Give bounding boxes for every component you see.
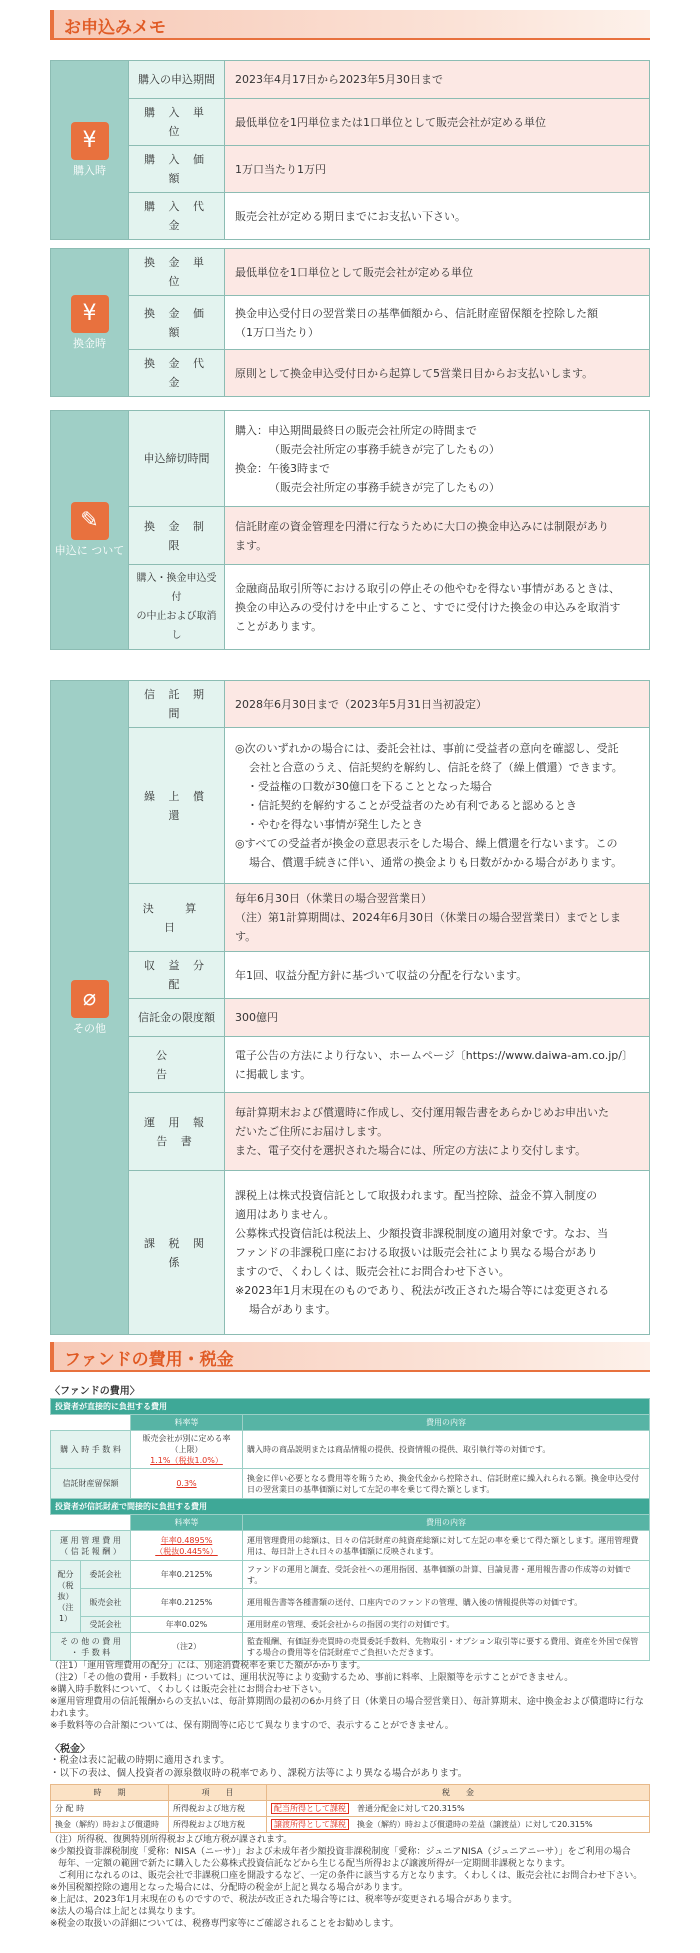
distribution-label: 収 益 分 配 xyxy=(129,952,225,999)
early-line-7: 場合、償還手続きに伴い、通常の換金よりも日数がかかる場合があります。 xyxy=(249,856,623,869)
notice-label: 公 告 xyxy=(129,1037,225,1093)
application-table xyxy=(50,410,650,650)
tax-bullets xyxy=(50,1754,650,1780)
limit-line-2: ます。 xyxy=(235,538,268,552)
deadline-line-4: （販売会社所定の事務手続きが完了したもの） xyxy=(269,480,500,494)
report-value xyxy=(225,1093,650,1171)
tax-subtitle: 〈税金〉 xyxy=(50,1744,90,1755)
tax-bullet-1: ・税金は表に記載の時期に適用されます。 xyxy=(50,1755,230,1766)
early-redemption-label: 繰 上 償 還 xyxy=(129,728,225,884)
fee-note-1: （注1）「運用管理費用の配分」には、別途消費税率を乗じた額がかかります。 xyxy=(50,1661,366,1671)
suspend-label xyxy=(129,565,225,650)
fee-note-5: ※手数料等の合計額については、保有期間等に応じて異なりますので、表示することができません。 xyxy=(50,1721,454,1731)
tax-note-5: ※外国税額控除の適用となった場合には、分配時の税金が上記と異なる場合があります。 xyxy=(50,1883,408,1893)
tax-line-3: 公募株式投資信託は税法上、少額投資非課税制度の適用対象です。なお、当 xyxy=(235,1227,609,1240)
pencil-icon: ✎ xyxy=(71,502,109,540)
fees-header xyxy=(50,1342,650,1370)
notice-value xyxy=(225,1037,650,1093)
tax-when-0: 分 配 時 xyxy=(51,1801,169,1817)
tax-line-1: 課税上は株式投資信託として取扱われます。配当控除、益金不算入制度の xyxy=(235,1189,598,1202)
mgmt-rate-a: 年率0.4895% xyxy=(160,1535,213,1545)
purchase-fee-rate-b: （上限） xyxy=(170,1445,203,1454)
other-fee-rate: （注2） xyxy=(131,1633,243,1661)
early-line-6: ◎すべての受益者が換金の意思表示をした場合、繰上償還を行ないます。この xyxy=(235,837,618,850)
tax-item-0: 所得税および地方税 xyxy=(169,1801,267,1817)
suspend-line-3: ことがあります。 xyxy=(235,619,323,633)
deadline-line-1: 購入：申込期間最終日の販売会社所定の時間まで xyxy=(235,423,477,437)
fees-header-line xyxy=(50,1370,650,1372)
tax-line-2: 適用はありません。 xyxy=(235,1208,335,1221)
redemption-payment-value: 原則として換金申込受付日から起算して5営業日目からお支払いします。 xyxy=(225,350,650,397)
purchase-unit-label: 購 入 単 位 xyxy=(129,99,225,146)
early-line-2: 会社と合意のうえ、信託契約を解約し、信託を終了（繰上償還）できます。 xyxy=(249,761,623,774)
redemption-price-label: 換 金 価 額 xyxy=(129,296,225,350)
distribution-value: 年1回、収益分配方針に基づいて収益の分配を行ないます。 xyxy=(225,952,650,999)
purchase-section-label: 購入時 xyxy=(73,164,106,177)
other-fee-desc: 監査報酬、有価証券売買時の売買委託手数料、先物取引・オプション取引等に要する費用、資産を外国で保管する場合の費用等を信託財産でご負担いただきます。 xyxy=(243,1633,650,1661)
alloc-rate-2: 年率0.02% xyxy=(131,1617,243,1633)
suspend-line-2: 換金の申込みの受付けを中止すること、すでに受付けた換金の申込みを取消す xyxy=(235,600,621,614)
report-line-2: だいたご住所にお届けします。 xyxy=(235,1125,389,1138)
tax-note-1: （注）所得税、復興特別所得税および地方税が課されます。 xyxy=(50,1835,293,1845)
alloc-rate-1: 年率0.2125% xyxy=(131,1589,243,1617)
purchase-price-label: 購 入 価 額 xyxy=(129,146,225,193)
purchase-fee-desc: 購入時の商品説明または商品情報の提供、投資情報の提供、取引執行等の対価です。 xyxy=(243,1431,650,1469)
redemption-section-label: 換金時 xyxy=(73,336,106,350)
other-fee-label: そ の 他 の 費 用 ・ 手 数 料 xyxy=(51,1633,131,1661)
tax-header-when: 時 期 xyxy=(51,1785,169,1801)
suspend-line-1: 金融商品取引所等における取引の停止その他やむを得ない事情があるときは、 xyxy=(235,581,620,595)
term-value: 2028年6月30日まで（2023年5月31日当初設定） xyxy=(225,681,650,728)
alloc-label-0: 委託会社 xyxy=(81,1561,131,1589)
early-line-3: ・受益権の口数が30億口を下ることとなった場合 xyxy=(247,780,492,793)
purchase-fee-rate xyxy=(131,1431,243,1469)
purchase-period-value: 2023年4月17日から2023年5月30日まで xyxy=(225,61,650,99)
other-table xyxy=(50,680,650,1335)
reserve-rate xyxy=(131,1469,243,1499)
settlement-label: 決 算 日 xyxy=(129,884,225,952)
early-redemption-value xyxy=(225,728,650,884)
redemption-limit-label: 換 金 制 限 xyxy=(129,507,225,565)
deadline-label: 申込締切時間 xyxy=(129,411,225,507)
tax-desc-text-0: 普通分配金に対して20.315% xyxy=(357,1804,465,1813)
fee-blank-1 xyxy=(51,1415,131,1431)
settlement-value xyxy=(225,884,650,952)
mgmt-rate-b: （税抜0.445%） xyxy=(155,1546,218,1556)
report-line-1: 毎計算期末および償還時に作成し、交付運用報告書をあらかじめお申出いた xyxy=(235,1106,609,1119)
mgmt-fee-label: 運 用 管 理 費 用 （ 信 託 報 酬 ） xyxy=(51,1531,131,1561)
deadline-line-2: （販売会社所定の事務手続きが完了したもの） xyxy=(269,442,500,456)
memo-title: お申込みメモ xyxy=(64,18,166,38)
tax-table xyxy=(50,1784,650,1833)
redemption-unit-label: 換 金 単 位 xyxy=(129,249,225,296)
report-line-3: また、電子交付を選択された場合には、所定の方法により交付します。 xyxy=(235,1144,587,1157)
tax-line-5: ますので、くわしくは、販売会社にお問合わせ下さい。 xyxy=(235,1265,510,1278)
notice-line-1: 電子公告の方法により行ない、ホームページ〔https://www.daiwa-am.co.jp/〕 xyxy=(235,1048,633,1062)
tax-note-7: ※法人の場合は上記とは異なります。 xyxy=(50,1907,201,1917)
content-column-header-2: 費用の内容 xyxy=(243,1515,650,1531)
limit-line-1: 信託財産の資金管理を円滑に行なうために大口の換金申込みには制限があり xyxy=(235,519,609,533)
alloc-rate-0: 年率0.2125% xyxy=(131,1561,243,1589)
alloc-desc-1: 運用報告書等各種書類の送付、口座内でのファンドの管理、購入後の情報提供等の対価です。 xyxy=(243,1589,650,1617)
reserve-desc: 換金に伴い必要となる費用等を賄うため、換金代金から控除され、信託財産に繰入れられる額。換金申込受付日の翌営業日の基準価額に対して左記の率を乗じて得た額とします。 xyxy=(243,1469,650,1499)
notice-line-2: に掲載します。 xyxy=(235,1067,312,1081)
application-section-label: 申込に ついて xyxy=(54,544,125,557)
direct-cost-bar: 投資者が直接的に負担する費用 xyxy=(51,1399,650,1415)
deadline-value xyxy=(225,411,650,507)
indirect-cost-bar: 投資者が信託財産で間接的に負担する費用 xyxy=(51,1499,650,1515)
early-line-1: ◎次のいずれかの場合には、委託会社は、事前に受益者の意向を確認し、受託 xyxy=(235,742,619,755)
purchase-icon: ¥ xyxy=(71,122,109,160)
tax-notes xyxy=(50,1834,650,1930)
memo-header xyxy=(50,10,650,38)
purchase-fee-label: 購 入 時 手 数 料 xyxy=(51,1431,131,1469)
purchase-unit-value: 最低単位を1円単位または1口単位として販売会社が定める単位 xyxy=(225,99,650,146)
tax-desc-1 xyxy=(267,1817,650,1833)
redemption-table xyxy=(50,248,650,397)
purchase-fee-rate-c: 1.1%（税抜1.0%） xyxy=(150,1456,223,1465)
redemption-limit-value xyxy=(225,507,650,565)
other-section xyxy=(51,681,129,1335)
tax-desc-text-1: 換金（解約）時および償還時の差益（譲渡益）に対して20.315% xyxy=(357,1820,593,1829)
fee-blank-2 xyxy=(51,1515,131,1531)
purchase-section xyxy=(51,61,129,240)
alloc-desc-0: ファンドの運用と調査、受託会社への運用指図、基準価額の計算、目論見書・運用報告書の作成等の対価です。 xyxy=(243,1561,650,1589)
trust-limit-value: 300億円 xyxy=(225,999,650,1037)
redemption-unit-value: 最低単位を1口単位として販売会社が定める単位 xyxy=(225,249,650,296)
tax-when-1: 換金（解約）時および償還時 xyxy=(51,1817,169,1833)
other-section-label: その他 xyxy=(73,1021,106,1035)
redemption-payment-label: 換 金 代 金 xyxy=(129,350,225,397)
suspend-label-line-1: 購入・換金申込受付 xyxy=(136,573,217,603)
redemption-section xyxy=(51,249,129,397)
fees-table xyxy=(50,1398,650,1661)
tax-line-6: ※2023年1月末現在のものであり、税法が改正された場合等には変更される xyxy=(235,1284,610,1297)
fee-notes xyxy=(50,1660,650,1732)
fee-note-2: （注2）「その他の費用・手数料」については、運用状況等により変動するため、事前に料率、上限額等を示すことができません。 xyxy=(50,1673,574,1683)
tax-note-6: ※上記は、2023年1月末現在のものですので、税法が改正された場合等には、税率等が変更される場合があります。 xyxy=(50,1895,518,1905)
purchase-table xyxy=(50,60,650,240)
reserve-rate-value: 0.3% xyxy=(176,1479,197,1488)
tax-bullet-2: ・以下の表は、個人投資者の源泉徴収時の税率であり、課税方法等により異なる場合があります。 xyxy=(50,1768,468,1779)
rate-column-header: 料率等 xyxy=(131,1415,243,1431)
settle-line-1: 毎年6月30日（休業日の場合翌営業日） xyxy=(235,892,432,905)
tax-note-4: ご利用になれるのは、販売会社で非課税口座を開設するなど、一定の条件に該当する方となります。くわしくは、販売会社にお問合わせ下さい。 xyxy=(58,1871,643,1881)
paperclip-icon: ⌀ xyxy=(71,980,109,1018)
tax-tag-1: 譲渡所得として課税 xyxy=(271,1819,349,1830)
alloc-label-1: 販売会社 xyxy=(81,1589,131,1617)
early-line-4: ・信託契約を解約することが受益者のため有利であると認めるとき xyxy=(247,799,577,812)
fees-title: ファンドの費用・税金 xyxy=(64,1350,234,1370)
purchase-payment-value: 販売会社が定める期日までにお支払い下さい。 xyxy=(225,193,650,240)
report-label: 運 用 報 告 書 xyxy=(129,1093,225,1171)
tax-desc-0 xyxy=(267,1801,650,1817)
tax-relation-value xyxy=(225,1171,650,1335)
mgmt-fee-desc: 運用管理費用の総額は、日々の信託財産の純資産総額に対して左記の率を乗じて得た額とします。運用管理費用は、毎日計上され日々の基準価額に反映されます。 xyxy=(243,1531,650,1561)
rate-column-header-2: 料率等 xyxy=(131,1515,243,1531)
redemption-price-value xyxy=(225,296,650,350)
tax-line-7: 場合があります。 xyxy=(249,1303,337,1316)
early-line-5: ・やむを得ない事情が発生したとき xyxy=(247,818,423,831)
purchase-price-value: 1万口当たり1万円 xyxy=(225,146,650,193)
tax-tag-0: 配当所得として課税 xyxy=(271,1803,349,1814)
term-label: 信 託 期 間 xyxy=(129,681,225,728)
tax-line-4: ファンドの非課税口座における取扱いは販売会社により異なる場合があり xyxy=(235,1246,598,1259)
fee-note-4: ※運用管理費用の信託報酬からの支払いは、毎計算期間の最初の6か月終了日（休業日の場合翌営業日）、毎計算期末、途中換金および償還時に行なわれます。 xyxy=(50,1697,644,1719)
reserve-label: 信託財産留保額 xyxy=(51,1469,131,1499)
content-column-header: 費用の内容 xyxy=(243,1415,650,1431)
redemption-price-line-1: 換金申込受付日の翌営業日の基準価額から、信託財産留保額を控除した額 xyxy=(235,306,598,320)
trust-limit-label: 信託金の限度額 xyxy=(129,999,225,1037)
tax-item-1: 所得税および地方税 xyxy=(169,1817,267,1833)
purchase-payment-label: 購 入 代 金 xyxy=(129,193,225,240)
tax-header-tax: 税 金 xyxy=(267,1785,650,1801)
purchase-fee-rate-a: 販売会社が別に定める率 xyxy=(142,1434,231,1443)
tax-header-item: 項 目 xyxy=(169,1785,267,1801)
tax-note-3: 毎年、一定額の範囲で新たに購入した公募株式投資信託などから生じる配当所得および譲渡所得が一定期間非課税となります。 xyxy=(58,1859,571,1869)
purchase-period-label: 購入の申込期間 xyxy=(129,61,225,99)
allocation-label: 配分 （税抜） （注1） xyxy=(51,1561,81,1633)
tax-note-8: ※税金の取扱いの詳細については、税務専門家等にご確認されることをお勧めします。 xyxy=(50,1919,399,1929)
settle-line-2: （注）第1計算期間は、2024年6月30日（休業日の場合翌営業日）までとします。 xyxy=(235,911,621,943)
suspend-label-line-2: の中止および取消し xyxy=(136,611,217,641)
memo-header-line xyxy=(50,38,650,40)
redemption-price-line-2: （1万口当たり） xyxy=(235,325,319,339)
suspend-value xyxy=(225,565,650,650)
alloc-label-2: 受託会社 xyxy=(81,1617,131,1633)
mgmt-fee-rate xyxy=(131,1531,243,1561)
deadline-line-3: 換金：午後3時まで xyxy=(235,461,330,475)
tax-relation-label: 課 税 関 係 xyxy=(129,1171,225,1335)
fee-note-3: ※購入時手数料について、くわしくは販売会社にお問合わせ下さい。 xyxy=(50,1685,328,1695)
tax-note-2: ※少額投資非課税制度「愛称：NISA（ニーサ）」および未成年者少額投資非課税制度「愛称：ジュニアNISA（ジュニアニーサ）」をご利用の場合 xyxy=(50,1847,631,1857)
alloc-desc-2: 運用財産の管理、委託会社からの指図の実行の対価です。 xyxy=(243,1617,650,1633)
redemption-icon: ¥ xyxy=(71,295,109,333)
fees-subtitle: 〈ファンドの費用〉 xyxy=(50,1386,140,1397)
application-section xyxy=(51,411,129,650)
